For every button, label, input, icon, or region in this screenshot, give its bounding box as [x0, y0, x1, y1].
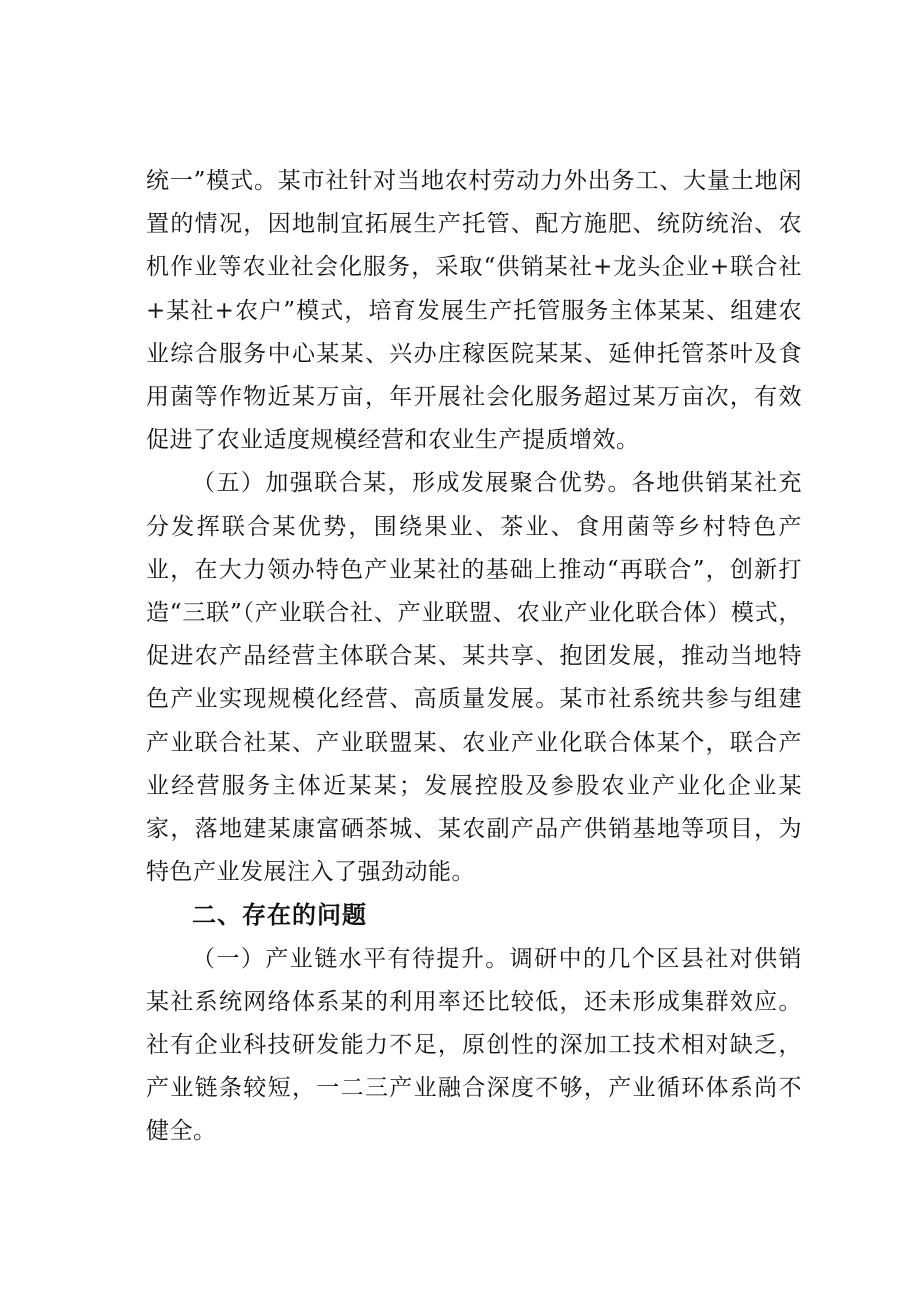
- document-body: [146, 160, 802, 1154]
- section-heading: 二、存在的问题: [192, 901, 367, 930]
- paragraph-section-five: （五）加强联合某，形成发展聚合优势。各地供销某社充分发挥联合某优势，围绕果业、茶业、食用菌等乡村特色产业，在大力领办特色产业某社的基础上推动“再联合”，创新打造“三联”（产业联合社、产业联盟、农业产业化联合体）模式，促进农产品经营主体联合某、某共享、抱团发展，推动当地特色产业实现规模化经营、高质量发展。某市社系统共参与组建产业联合社某、产业联盟某、农业产业化联合体某个，联合产业经营服务主体近某某；发展控股及参股农业产业化企业某家，落地建某康富硒茶城、某农副产品产供销基地等项目，为特色产业发展注入了强劲动能。: [146, 470, 802, 886]
- paragraph-continuation: 统一”模式。某市社针对当地农村劳动力外出务工、大量土地闲置的情况，因地制宜拓展生产托管、配方施肥、统防统治、农机作业等农业社会化服务，采取“供销某社+龙头企业+联合社+某社+农户”模式，培育发展生产托管服务主体某某、组建农业综合服务中心某某、兴办庄稼医院某某、延伸托管茶叶及食用菌等作物近某万亩，年开展社会化服务超过某万亩次，有效促进了农业适度规模经营和农业生产提质增效。: [146, 168, 802, 454]
- paragraph-problem-one: （一）产业链水平有待提升。调研中的几个区县社对供销某社系统网络体系某的利用率还比较低，还未形成集群效应。社有企业科技研发能力不足，原创性的深加工技术相对缺乏，产业链条较短，一二三产业融合深度不够，产业循环体系尚不健全。: [146, 945, 802, 1145]
